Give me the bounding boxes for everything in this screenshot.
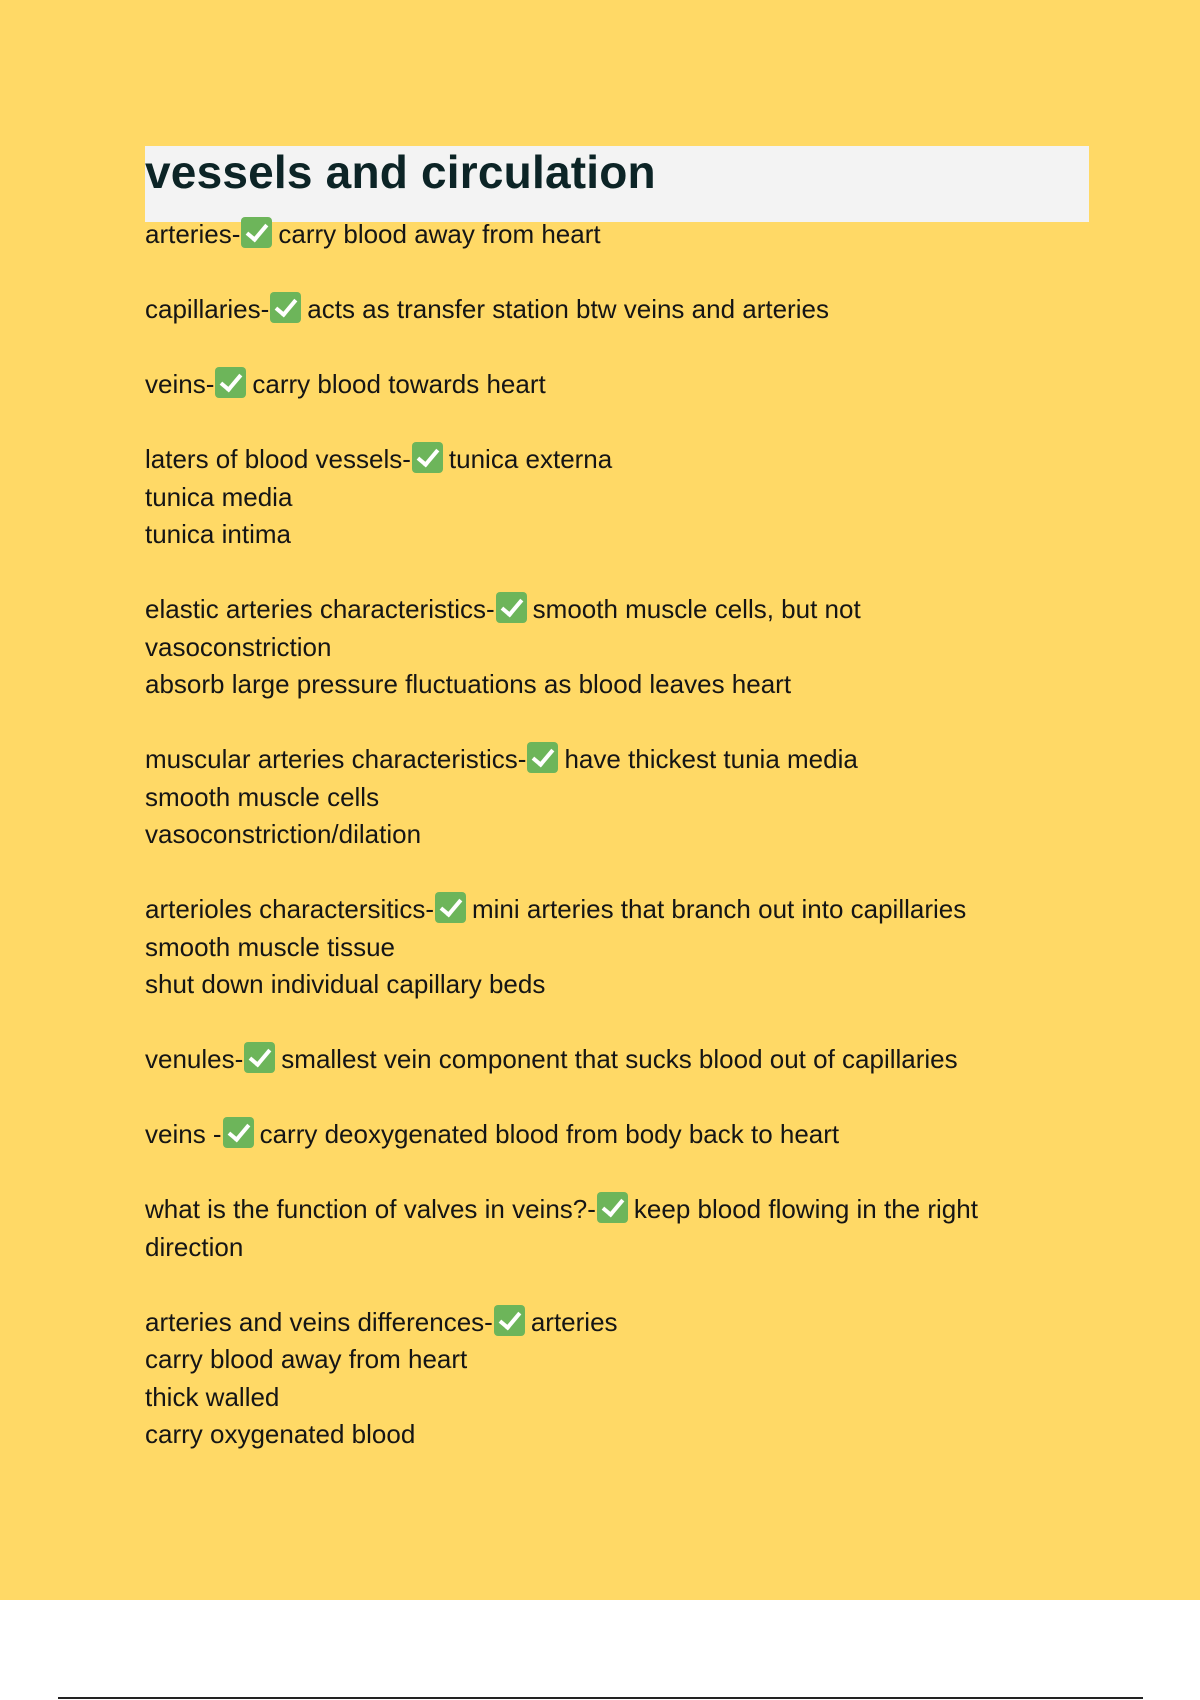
entry-first-line	[145, 1041, 1085, 1079]
entry-first-line	[145, 891, 1085, 929]
entry-answer-line: smallest vein component that sucks blood out of capillaries	[281, 1044, 958, 1074]
entry-term: arteries and veins differences-	[145, 1306, 493, 1337]
flashcard-entry	[145, 1191, 1085, 1266]
check-mark-icon	[494, 1305, 525, 1336]
check-mark-icon	[435, 892, 466, 923]
flashcard-entry	[145, 366, 1085, 404]
entry-answer-line: carry deoxygenated blood from body back to heart	[259, 1119, 840, 1149]
flashcard-entry	[145, 441, 1085, 554]
check-mark-icon	[412, 442, 443, 473]
entry-first-line	[145, 1304, 1085, 1342]
footer-divider	[58, 1697, 1143, 1699]
entry-answer-line: direction	[145, 1231, 244, 1262]
entry-first-line	[145, 1191, 1085, 1229]
entry-term: what is the function of valves in veins?-	[145, 1194, 596, 1224]
entry-answer-line: carry blood away from heart	[278, 219, 601, 249]
check-mark-icon	[597, 1192, 628, 1223]
flashcard-entry	[145, 741, 1085, 854]
flashcard-entry	[145, 1116, 1085, 1154]
entry-answer-line: vasoconstriction/dilation	[145, 819, 422, 849]
entry-first-line	[145, 1116, 1085, 1154]
check-mark-icon	[270, 292, 301, 323]
check-mark-icon	[241, 217, 272, 248]
flashcard-entry	[145, 591, 1085, 704]
check-mark-icon	[244, 1042, 275, 1073]
entry-answer-line: carry oxygenated blood	[145, 1419, 416, 1449]
check-mark-icon	[215, 367, 246, 398]
entry-term: laters of blood vessels-	[145, 444, 411, 474]
entry-term: elastic arteries characteristics-	[145, 594, 495, 624]
entry-answer-line: keep blood flowing in the right	[633, 1194, 978, 1224]
entry-term: veins -	[145, 1119, 222, 1149]
entry-answer-line: have thickest tunia media	[564, 744, 858, 774]
entry-first-line	[145, 366, 1085, 404]
entry-answer-line: acts as transfer station btw veins and arteries	[307, 294, 829, 324]
flashcard-entry	[145, 1041, 1085, 1079]
entry-term: arteries-	[145, 219, 241, 249]
entry-term: capillaries-	[145, 294, 270, 324]
flashcard-entry	[145, 891, 1085, 1004]
entry-answer-line: mini arteries that branch out into capillaries	[471, 894, 967, 924]
entry-answer-line: thick walled	[145, 1381, 280, 1412]
entry-first-line	[145, 441, 1085, 479]
flashcard-entry	[145, 291, 1085, 329]
entry-answer-line: carry blood towards heart	[252, 369, 546, 399]
entry-term: venules-	[145, 1044, 244, 1074]
entry-answer-line: tunica externa	[448, 444, 613, 474]
entry-first-line	[145, 591, 1085, 629]
flashcard-entry	[145, 1304, 1085, 1454]
entry-answer-line: vasoconstriction	[145, 631, 332, 662]
check-mark-icon	[496, 592, 527, 623]
entry-answer-line: tunica intima	[145, 519, 291, 549]
entry-answer-line: arteries	[530, 1306, 618, 1337]
entry-answer-line: smooth muscle cells	[145, 781, 380, 812]
check-mark-icon	[223, 1117, 254, 1148]
entry-term: muscular arteries characteristics-	[145, 744, 527, 774]
flashcard-list	[145, 216, 1085, 1491]
entry-answer-line: absorb large pressure fluctuations as blood leaves heart	[145, 669, 792, 699]
entry-answer-line: carry blood away from heart	[145, 1344, 468, 1374]
document-title: vessels and circulation	[145, 146, 656, 198]
entry-answer-line: tunica media	[145, 481, 293, 512]
check-mark-icon	[527, 742, 558, 773]
entry-first-line	[145, 741, 1085, 779]
entry-term: arterioles charactersitics-	[145, 894, 434, 924]
entry-answer-line: smooth muscle tissue	[145, 931, 395, 962]
entry-first-line	[145, 216, 1085, 254]
entry-answer-line: smooth muscle cells, but not	[532, 594, 861, 624]
entry-term: veins-	[145, 369, 215, 399]
entry-answer-line: shut down individual capillary beds	[145, 969, 546, 999]
entry-first-line	[145, 291, 1085, 329]
flashcard-entry	[145, 216, 1085, 254]
